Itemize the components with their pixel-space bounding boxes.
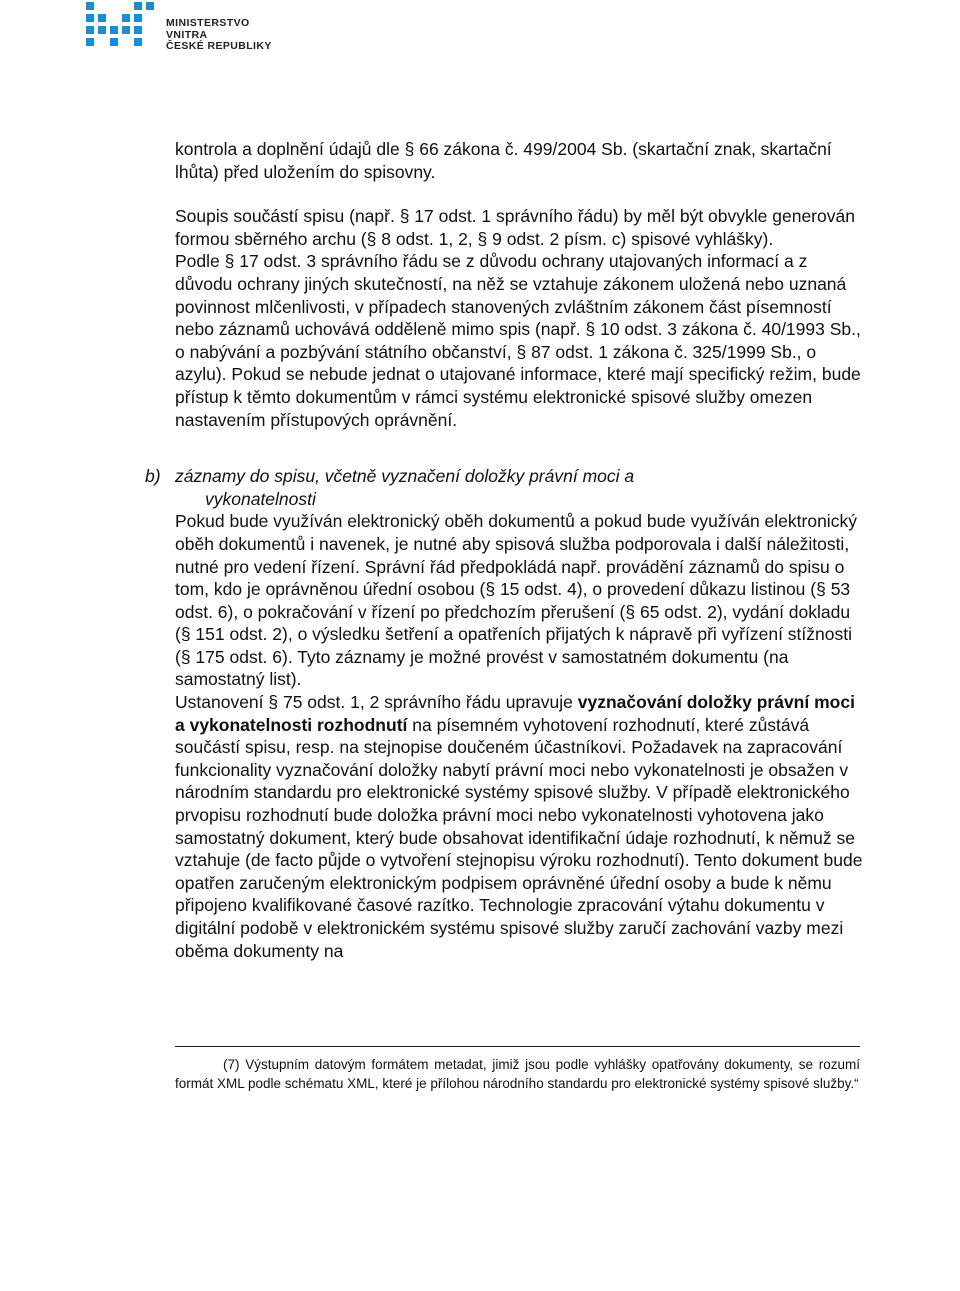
section-heading-line-2: vykonatelnosti [205,488,316,509]
paragraph-5 [175,691,865,962]
paragraph-1: kontrola a doplnění údajů dle § 66 zákona č. 499/2004 Sb. (skartační znak, skartační lhůta) před uložením do spisovny. [175,139,832,182]
paragraph-3: Podle § 17 odst. 3 správního řádu se z důvodu ochrany utajovaných informací a z důvodu ochrany jiných skutečností, na něž se vztahuje zákonem uložená nebo uznaná povinnost mlčenlivosti, v případech stanovených zvláštním zákonem část písemností nebo záznamů uchovává odděleně mimo spis (např. § 10 odst. 3 zákona č. 40/1993 Sb., o nabývání a pozbývání státního občanství, § 87 odst. 1 zákona č. 325/1999 Sb., o azylu). Pokud se nebude jednat o utajované informace, které mají specifický režim, bude přístup k těmto dokumentům v rámci systému elektronické spisové služby omezen nastavením přístupových oprávnění. [175,251,861,430]
section-heading [145,465,865,510]
footnote-text: Výstupním datovým formátem metadat, jimiž jsou podle vyhlášky opatřovány dokumenty, se rozumí formát XML podle schématu XML, které je přílohou národního standardu pro elektronické systémy spisové služby.“ [175,1057,860,1091]
paragraph-2: Soupis součástí spisu (např. § 17 odst. 1 správního řádu) by měl být obvykle generován formou sběrného archu (§ 8 odst. 1, 2, § 9 odst. 2 písm. c) spisové vyhlášky). [175,206,855,249]
footnote-divider [175,1046,860,1047]
logo-line-2: ČESKÉ REPUBLIKY [166,40,272,52]
paragraph-5-rest: na písemném vyhotovení rozhodnutí, které zůstává součástí spisu, resp. na stejnopise doučeném účastníkovi. Požadavek na zapracování funkcionality vyznačování doložky nabytí právní moci nebo vykonatelnosti je obsažen v národním standardu pro elektronické systémy spisové služby. V případě elektronického prvopisu rozhodnutí bude doložka právní moci nebo vykonatelnosti vyhotovena jako samostatný dokument, který bude obsahovat identifikační údaje rozhodnutí, k němuž se vztahuje (de facto půjde o vytvoření stejnopisu výroku rozhodnutí). Tento dokument bude opatřen zaručeným elektronickým podpisem oprávněné úřední osoby a bude k němu připojeno kvalifikované časové razítko. Technologie zpracování výtahu dokumentu v digitální podobě v elektronickém systému spisové služby zaručí zachování vazby mezi oběma dokumenty na [175,714,863,961]
ministry-logo [84,0,294,52]
logo-mark-icon [84,0,164,52]
document-body [145,138,865,962]
paragraph-5-emphasis: vyznačování doložky právní moci a vykonatelnosti rozhodnutí [175,692,855,735]
footnote [175,1056,860,1093]
paragraph-5-lead: Ustanovení § 75 odst. 1, 2 správního řádu upravuje [175,692,578,713]
footnote-number: (7) [223,1057,240,1072]
paragraph-4: Pokud bude využíván elektronický oběh dokumentů a pokud bude využíván elektronický oběh dokumentů i navenek, je nutné aby spisová služba podporovala i další náležitosti, nutné pro vedení řízení. Správní řád předpokládá např. provádění záznamů do spisu o tom, kdo je oprávněnou úřední osobou (§ 15 odst. 4), o provedení důkazu listinou (§ 53 odst. 6), o pokračování v řízení po předchozím přerušení (§ 65 odst. 2), vydání dokladu (§ 151 odst. 2), o výsledku šetření a opatřeních přijatých k nápravě při vyřízení stížnosti (§ 175 odst. 6). Tyto záznamy je možné provést v samostatném dokumentu (na samostatný list). [175,511,857,690]
logo-line-1: MINISTERSTVO VNITRA [166,17,250,41]
logo-text [166,18,294,53]
section-heading-line-1: záznamy do spisu, včetně vyznačení doložky právní moci a [175,466,635,487]
section-number: b) [145,466,161,487]
